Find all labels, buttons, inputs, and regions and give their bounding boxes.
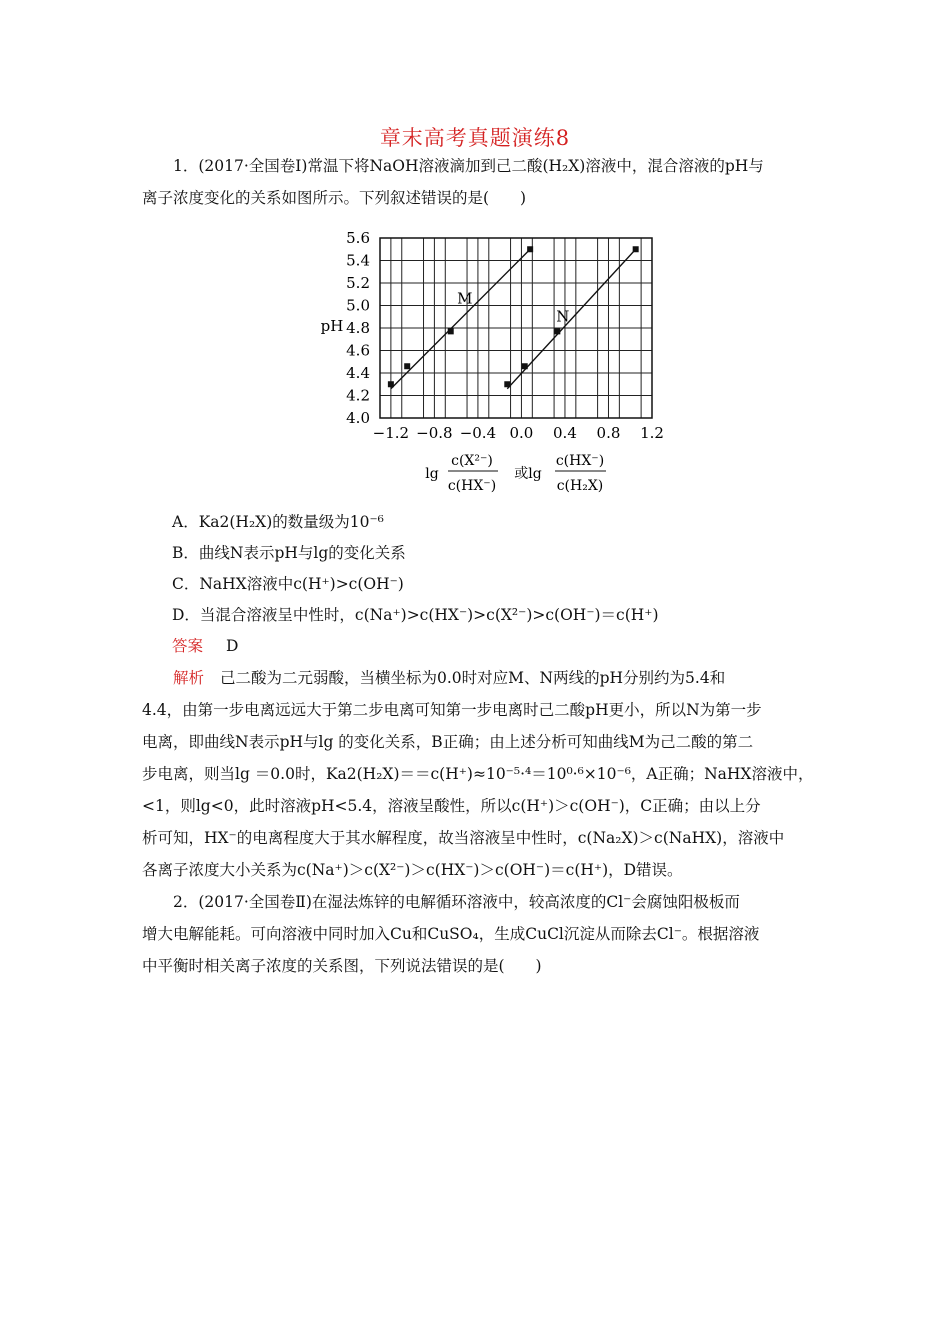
ph-chart-svg xyxy=(312,216,676,506)
option-c: C．NaHX溶液中c(H⁺)>c(OH⁻) xyxy=(172,575,404,593)
question-2-line-1: 2．(2017·全国卷Ⅱ)在湿法炼锌的电解循环溶液中，较高浓度的Cl⁻会腐蚀阳极板而 xyxy=(173,893,740,911)
x-tick-label: −1.2 xyxy=(372,424,410,442)
answer-label: 答案 xyxy=(172,637,204,655)
series-label-n: N xyxy=(556,307,570,326)
series-label-m: M xyxy=(457,289,473,308)
option-d: D．当混合溶液呈中性时，c(Na⁺)>c(HX⁻)>c(X²⁻)>c(OH⁻)＝c(H⁺) xyxy=(172,606,659,624)
data-point-m xyxy=(527,246,533,252)
page-title: 章末高考真题演练8 xyxy=(379,126,571,150)
data-point-n xyxy=(522,363,528,369)
y-tick-label: 4.6 xyxy=(346,341,370,360)
data-point-n xyxy=(504,381,510,387)
data-point-m xyxy=(388,381,394,387)
y-tick-label: 4.4 xyxy=(346,364,370,382)
question-2-block xyxy=(142,886,822,982)
series-line-m xyxy=(391,249,530,389)
analysis-line-4: 步电离，则当lg ＝0.0时，Ka2(H₂X)＝＝c(H⁺)≈10⁻⁵·⁴＝10⁰·⁶×10⁻⁶，A正确；NaHX溶液中， xyxy=(142,765,814,783)
data-point-n xyxy=(633,246,639,252)
y-tick-label: 4.2 xyxy=(346,386,370,405)
analysis-block xyxy=(142,662,822,886)
answer-line xyxy=(172,634,238,658)
x-tick-label: −0.4 xyxy=(459,424,497,442)
option-b: B．曲线N表示pH与lg的变化关系 xyxy=(172,544,406,562)
x-label-lg: lg xyxy=(425,466,439,482)
chart-y-label: pH xyxy=(320,317,344,335)
x-tick-label: 0.8 xyxy=(596,424,621,442)
answer-value: D xyxy=(225,637,239,655)
analysis-line-3: 电离，即曲线N表示pH与lg 的变化关系，B正确；由上述分析可知曲线M为己二酸的第二 xyxy=(142,733,754,751)
data-point-m xyxy=(404,363,410,369)
y-tick-label: 5.4 xyxy=(346,251,370,270)
x-label-frac1-num: c(X²⁻) xyxy=(451,453,493,469)
x-label-frac1-den: c(HX⁻) xyxy=(447,478,497,494)
x-label-or-lg: 或lg xyxy=(514,466,542,482)
question-1-line-1: 1．(2017·全国卷Ⅰ)常温下将NaOH溶液滴加到己二酸(H₂X)溶液中，混合溶液的pH与 xyxy=(173,157,764,175)
chart-grid xyxy=(380,238,652,418)
x-tick-label: −0.8 xyxy=(416,424,453,442)
x-label-frac2-num: c(HX⁻) xyxy=(555,453,605,469)
x-tick-label: 1.2 xyxy=(640,424,664,442)
option-a: A．Ka2(H₂X)的数量级为10⁻⁶ xyxy=(172,513,384,531)
ph-chart xyxy=(312,216,676,506)
data-point-n xyxy=(554,328,560,334)
analysis-label: 解析 xyxy=(173,669,205,687)
analysis-line-2: 4.4，由第一步电离远远大于第二步电离可知第一步电离时己二酸pH更小，所以N为第一步 xyxy=(142,701,762,719)
analysis-line-6: 析可知，HX⁻的电离程度大于其水解程度，故当溶液呈中性时，c(Na₂X)＞c(NaHX)，溶液中 xyxy=(142,829,785,847)
x-label-frac2-den: c(H₂X) xyxy=(556,478,604,494)
y-tick-label: 4.0 xyxy=(346,409,370,427)
question-2-line-2: 增大电解能耗。可向溶液中同时加入Cu和CuSO₄，生成CuCl沉淀从而除去Cl⁻。根据溶液 xyxy=(142,925,760,943)
question-2-line-3: 中平衡时相关离子浓度的关系图，下列说法错误的是( ) xyxy=(142,957,542,975)
data-point-m xyxy=(448,328,454,334)
y-tick-label: 5.6 xyxy=(346,229,370,247)
analysis-line-1: 解析 己二酸为二元弱酸，当横坐标为0.0时对应M、N两线的pH分别约为5.4和 xyxy=(173,669,726,687)
question-1-stem xyxy=(142,150,822,182)
y-tick-label: 5.0 xyxy=(346,296,370,315)
x-tick-label: 0.0 xyxy=(509,424,534,442)
question-1-stem-cont xyxy=(142,182,822,214)
y-tick-label: 5.2 xyxy=(346,274,370,292)
analysis-line-7: 各离子浓度大小关系为c(Na⁺)＞c(X²⁻)＞c(HX⁻)＞c(OH⁻)＝c(H⁺)，D错误。 xyxy=(142,861,683,879)
question-1-line-2: 离子浓度变化的关系如图所示。下列叙述错误的是( ) xyxy=(142,189,527,207)
analysis-line-5: <1，则lg<0，此时溶液pH<5.4，溶液呈酸性，所以c(H⁺)＞c(OH⁻)，C正确；由以上分 xyxy=(142,797,761,815)
x-tick-label: 0.4 xyxy=(553,424,577,442)
y-tick-label: 4.8 xyxy=(346,319,370,337)
chart-x-label xyxy=(425,453,606,494)
